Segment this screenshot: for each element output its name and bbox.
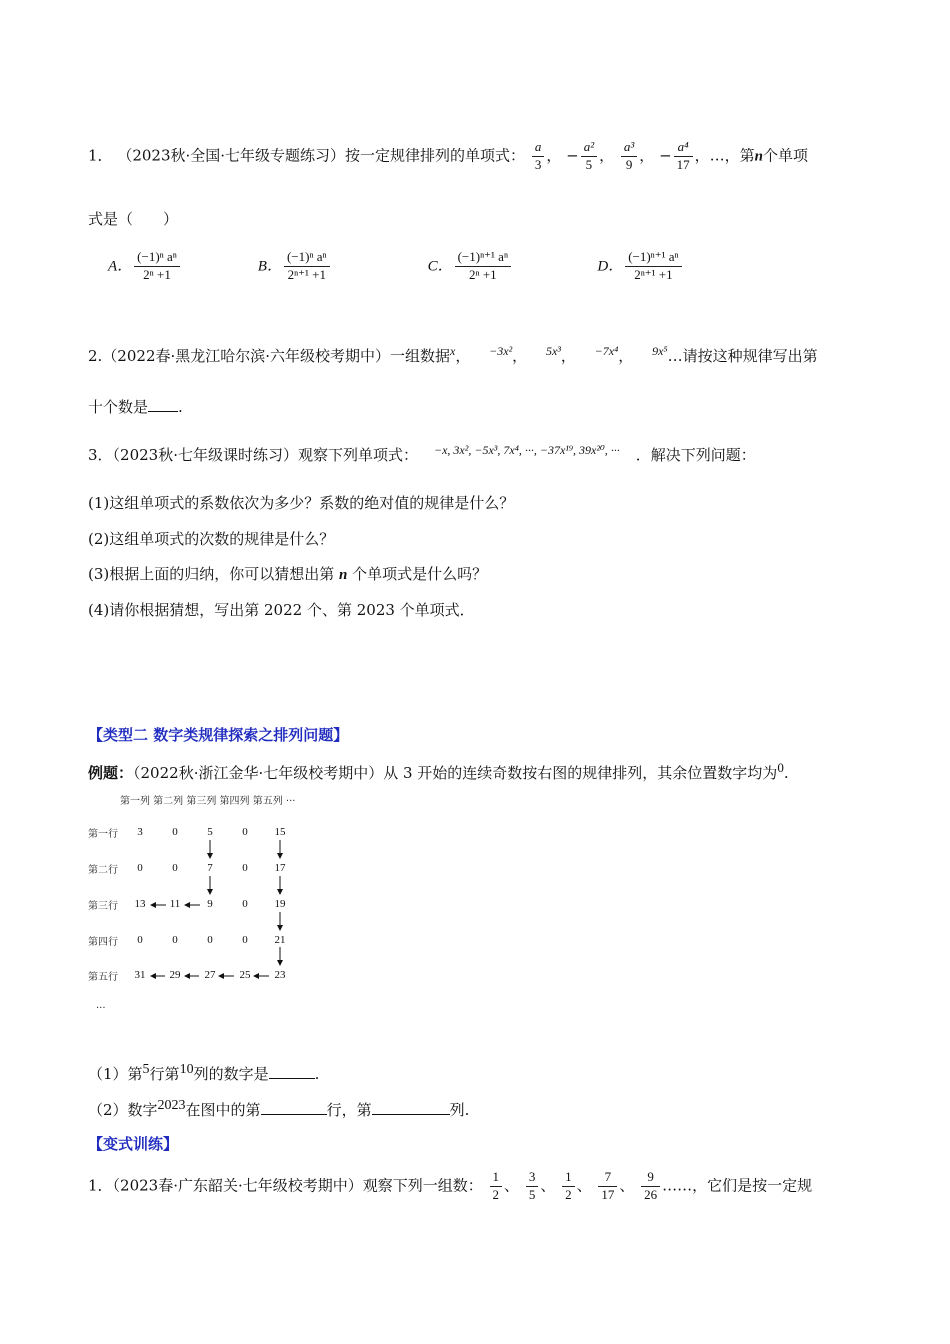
q1-term-1: $\frac{a}{3}$	[532, 140, 545, 173]
grid-cell: 23	[274, 969, 286, 981]
example-line: 例题：（2022秋·浙江金华·七年级校考期中）从 3 开始的连续奇数按右图的规律排列，其余位置数字均为$^0$.	[88, 760, 789, 782]
grid-cell: 19	[274, 898, 286, 910]
q3-item-4: (4)请你根据猜想，写出第 2022 个、第 2023 个单项式．	[88, 601, 475, 619]
grid-row-label: 第三行	[88, 901, 118, 912]
q1-source: （2023秋·全国·七年级专题练习）按一定规律排列的单项式：	[117, 146, 526, 165]
q1-term-4: $\frac{\text{a⁴}}{17}$	[674, 140, 693, 173]
option-b: B． $\frac{\text{(−1)ⁿ aⁿ}}{\text{2ⁿ⁺¹ +1}}$	[258, 250, 423, 283]
option-c: C． $\frac{\text{(−1)ⁿ⁺¹ aⁿ}}{\text{2ⁿ +1}}$	[428, 250, 593, 283]
section-heading: 【类型二 数字类规律探索之排列问题】	[88, 726, 349, 744]
q2-line2: 十个数是 .	[88, 398, 183, 416]
grid-cell: 0	[172, 934, 178, 946]
grid-cell: 15	[274, 826, 286, 838]
grid-cell: 9	[207, 898, 213, 910]
grid-cell: 11	[169, 898, 181, 910]
q1-options	[108, 250, 762, 283]
sub-question-2: （2）数字$^{2023}$在图中的第 行，第 列.	[88, 1098, 470, 1119]
grid-cell: 31	[134, 969, 146, 981]
sub2-blank-col	[372, 1100, 450, 1115]
option-d: D． $\frac{\text{(−1)ⁿ⁺¹ aⁿ}}{\text{2ⁿ⁺¹ +1}}$	[597, 250, 762, 283]
grid-cell: 29	[169, 969, 181, 981]
grid-cell: 0	[242, 862, 248, 874]
q2-blank	[148, 397, 178, 412]
q3-item-3: (3)根据上面的归纳，你可以猜想出第 n 个单项式是什么吗？	[88, 565, 488, 583]
grid-row-label: 第一行	[88, 829, 118, 840]
q1-line1: 1． （2023秋·全国·七年级专题练习）按一定规律排列的单项式： $\frac{a}{3}$ ， − $\frac{\text{a²}}{5}$ ， $\frac{\text{a³}}{9}$ ， − $\frac{\text{a⁴}}{17}$ ，…，第n个单项	[88, 139, 809, 172]
grid-cell: 0	[207, 934, 213, 946]
grid-cell: 17	[274, 862, 286, 874]
variant-frac: $\frac{7}{17}$	[598, 1170, 617, 1203]
variant-frac: $\frac{3}{5}$	[526, 1170, 539, 1203]
grid-cell: 0	[137, 934, 143, 946]
grid-cell: 7	[207, 862, 213, 874]
grid-cell: 0	[172, 826, 178, 838]
grid-cell: 27	[204, 969, 216, 981]
q1-term-2: $\frac{\text{a²}}{5}$	[581, 140, 597, 173]
sub2-blank-row	[261, 1100, 327, 1115]
grid-ellipsis: ···	[96, 1003, 106, 1014]
grid-cell: 0	[242, 934, 248, 946]
variant-frac: $\frac{1}{2}$	[562, 1170, 575, 1203]
q1-term-3: $\frac{\text{a³}}{9}$	[621, 140, 637, 173]
q3-item-1: (1)这组单项式的系数依次为多少？系数的绝对值的规律是什么？	[88, 494, 515, 512]
q1-number: 1．	[88, 146, 113, 165]
q3-line1: 3．（2023秋·七年级课时练习）观察下列单项式： $^{-x, 3x^2, -5x^3, 7x^4, \cdot\cdot\cdot, -37x^{19}, 39x^{20}, \cdot\cdot\cdot}$ ．解决下列问题：	[88, 443, 756, 464]
variant-frac: $\frac{9}{26}$	[641, 1170, 660, 1203]
grid-cell: 13	[134, 898, 146, 910]
grid-cell: 0	[172, 862, 178, 874]
variant-frac: $\frac{1}{2}$	[490, 1170, 503, 1203]
grid-cell: 0	[242, 898, 248, 910]
grid-cell: 0	[137, 862, 143, 874]
q3-item-2: (2)这组单项式的次数的规律是什么？	[88, 530, 335, 548]
q3-expression: −x, 3x², −5x³, 7x⁴, ···, −37x¹⁹, 39x²⁰, ···	[434, 443, 620, 457]
grid-cell: 5	[207, 826, 213, 838]
grid-row-label: 第五行	[88, 972, 118, 983]
q2-line1: 2.（2022春·黑龙江哈尔滨·六年级校考期中）一组数据$^x$， $^{-3x^2}$， $^{5x^3}$， $^{-7x^4}$， $^{9x^5}$…请按这种规律写出第	[88, 344, 818, 365]
variant-heading: 【变式训练】	[88, 1135, 179, 1153]
option-a: A． $\frac{\text{(−1)ⁿ aⁿ}}{\text{2ⁿ +1}}$	[108, 250, 253, 283]
grid-cell: 3	[137, 826, 143, 838]
grid-cell: 25	[239, 969, 251, 981]
q1-line2: 式是（ ）	[88, 210, 179, 228]
variant-q1: 1．（2023春·广东韶关·七年级校考期中）观察下列一组数： $\frac{1}{2}$ 、 $\frac{3}{5}$ 、 $\frac{1}{2}$ 、 $\frac{7}{17}$ 、 $\frac{9}{26}$ ……，它们是按一定规	[88, 1169, 813, 1202]
grid-col-header: 第一列 第二列 第三列 第四列 第五列 ···	[120, 796, 296, 807]
grid-cell: 21	[274, 934, 286, 946]
grid-row-label: 第四行	[88, 937, 118, 948]
grid-cell: 0	[242, 826, 248, 838]
sub1-blank	[269, 1064, 315, 1079]
sub-question-1: （1）第$^5$行第$^{10}$列的数字是 .	[88, 1062, 320, 1083]
grid-row-label: 第二行	[88, 865, 118, 876]
